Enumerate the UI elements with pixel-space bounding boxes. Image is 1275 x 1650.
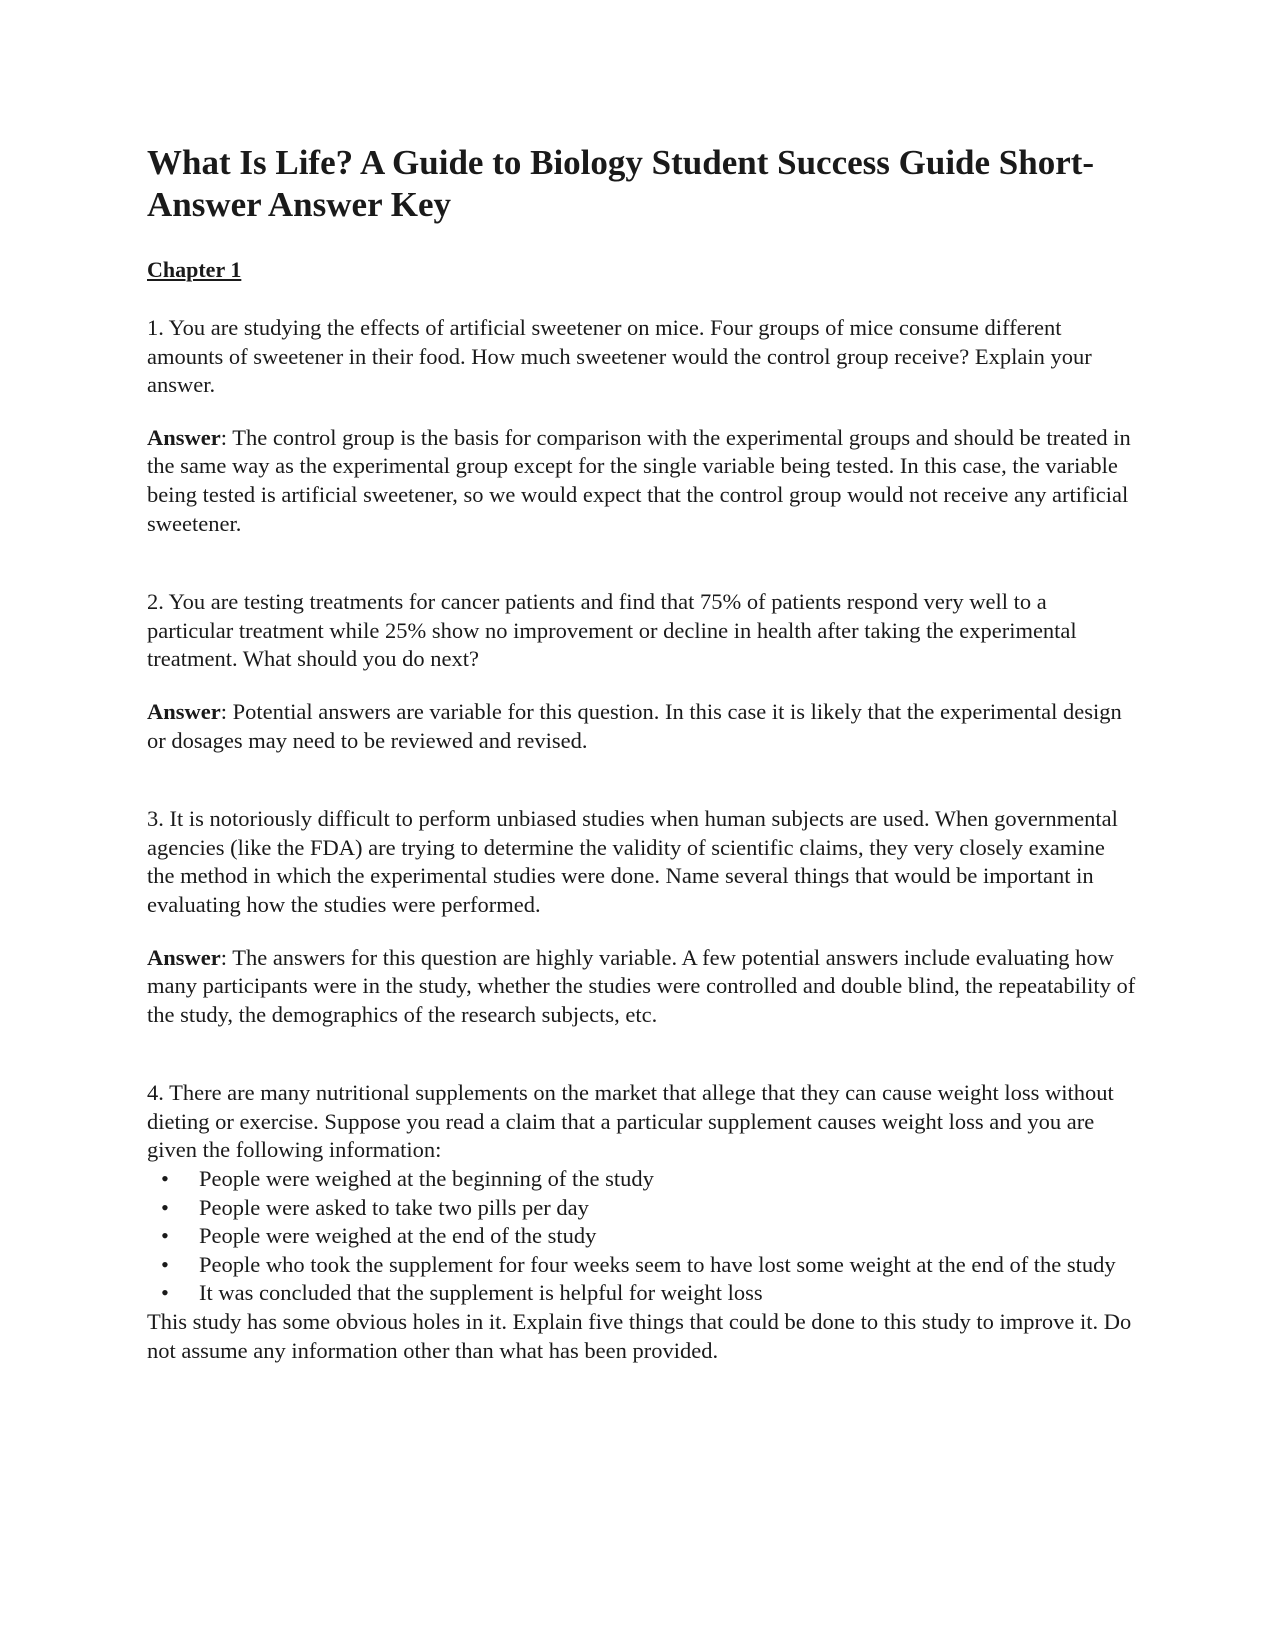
answer-label: Answer — [147, 944, 221, 970]
answer-3-text: : The answers for this question are highly variable. A few potential answers include evaluating how many participants were in the study, whether the studies were controlled and double blind, the repeatability of the study, the demographics of the research subjects, etc. — [147, 944, 1136, 1027]
answer-2 — [147, 698, 1137, 755]
bullet-icon: • — [161, 1166, 169, 1192]
list-item: • People were weighed at the end of the study — [147, 1222, 1137, 1251]
bullet-icon: • — [161, 1194, 169, 1220]
answer-1-text: : The control group is the basis for comparison with the experimental groups and should be treated in the same way as the experimental group except for the single variable being tested. In this case, the variable being tested is artificial sweetener, so we would expect that the control group would not receive any artificial sweetener. — [147, 424, 1131, 536]
answer-label: Answer — [147, 698, 221, 724]
question-4-bullet-list — [147, 1165, 1137, 1308]
document-title: What Is Life? A Guide to Biology Student Success Guide Short-Answer Answer Key — [147, 143, 1095, 224]
question-3: 3. It is notoriously difficult to perform unbiased studies when human subjects are used. When governmental agencies (like the FDA) are trying to determine the validity of scientific claims, they very closely examine the method in which the experimental studies were done. Name several things that would be important in evaluating how the studies were performed. — [147, 806, 1118, 917]
bullet-icon: • — [161, 1223, 169, 1249]
question-4: 4. There are many nutritional supplements on the market that allege that they can cause weight loss without dieting or exercise. Suppose you read a claim that a particular supplement causes weight loss and you are given the following information: — [147, 1080, 1114, 1163]
answer-1 — [147, 424, 1137, 538]
answer-3 — [147, 944, 1137, 1030]
list-item: • People who took the supplement for four weeks seem to have lost some weight at the end of the study — [147, 1251, 1137, 1280]
question-1: 1. You are studying the effects of artificial sweetener on mice. Four groups of mice consume different amounts of sweetener in their food. How much sweetener would the control group receive? Explain your answer. — [147, 315, 1092, 398]
question-2: 2. You are testing treatments for cancer patients and find that 75% of patients respond very well to a particular treatment while 25% show no improvement or decline in health after taking the experimental treatment. What should you do next? — [147, 589, 1077, 672]
list-item: • It was concluded that the supplement is helpful for weight loss — [147, 1279, 1137, 1308]
list-item: • People were weighed at the beginning of the study — [147, 1165, 1137, 1194]
list-item: • People were asked to take two pills per day — [147, 1194, 1137, 1223]
chapter-heading: Chapter 1 — [147, 257, 242, 282]
document-page — [147, 142, 1137, 1365]
answer-label: Answer — [147, 424, 221, 450]
bullet-icon: • — [161, 1280, 169, 1306]
bullet-icon: • — [161, 1251, 169, 1277]
answer-2-text: : Potential answers are variable for this question. In this case it is likely that the experimental design or dosages may need to be reviewed and revised. — [147, 698, 1122, 753]
question-4-closing: This study has some obvious holes in it. Explain five things that could be done to this study to improve it. Do not assume any information other than what has been provided. — [147, 1309, 1132, 1363]
